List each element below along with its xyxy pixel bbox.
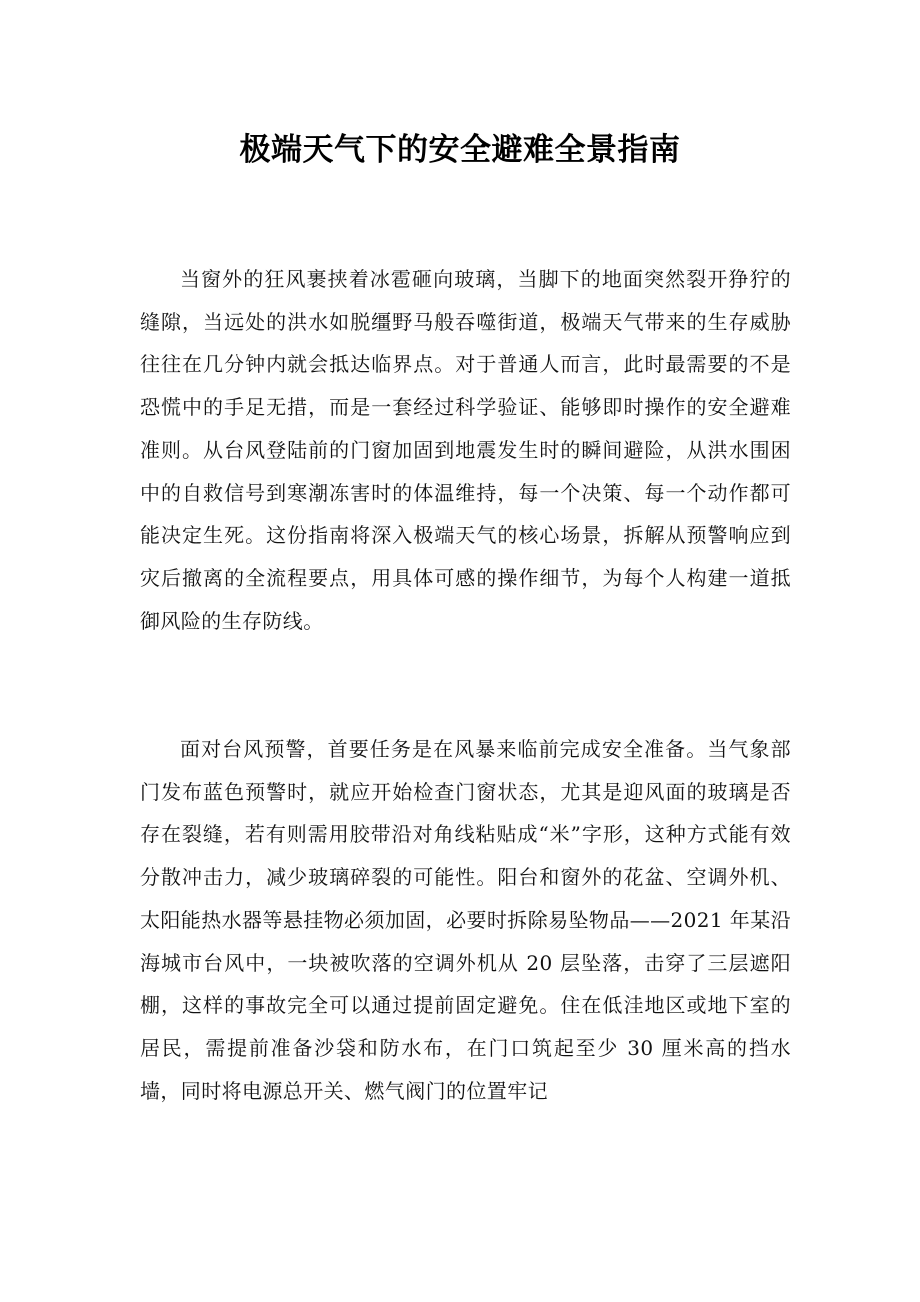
paragraph-intro: 当窗外的狂风裹挟着冰雹砸向玻璃，当脚下的地面突然裂开狰狞的缝隙，当远处的洪水如脱缰野马般吞噬街道，极端天气带来的生存威胁往往在几分钟内就会抵达临界点。对于普通人而言，此时最需要的不是恐慌中的手足无措，而是一套经过科学验证、能够即时操作的安全避难准则。从台风登陆前的门窗加固到地震发生时的瞬间避险，从洪水围困中的自救信号到寒潮冻害时的体温维持，每一个决策、每一个动作都可能决定生死。这份指南将深入极端天气的核心场景，拆解从预警响应到灾后撤离的全流程要点，用具体可感的操作细节，为每个人构建一道抵御风险的生存防线。 xyxy=(140,267,791,633)
document-title: 极端天气下的安全避难全景指南 xyxy=(239,132,681,168)
paragraph-typhoon-preparation: 面对台风预警，首要任务是在风暴来临前完成安全准备。当气象部门发布蓝色预警时，就应开始检查门窗状态，尤其是迎风面的玻璃是否存在裂缝，若有则需用胶带沿对角线粘贴成“米”字形，这种方式能有效分散冲击力，减少玻璃碎裂的可能性。阳台和窗外的花盆、空调外机、太阳能热水器等悬挂物必须加固，必要时拆除易坠物品——2021 年某沿海城市台风中，一块被吹落的空调外机从 20 层坠落，击穿了三层遮阳棚，这样的事故完全可以通过提前固定避免。住在低洼地区或地下室的居民，需提前准备沙袋和防水布，在门口筑起至少 30 厘米高的挡水墙，同时将电源总开关、燃气阀门的位置牢记 xyxy=(140,737,791,1103)
